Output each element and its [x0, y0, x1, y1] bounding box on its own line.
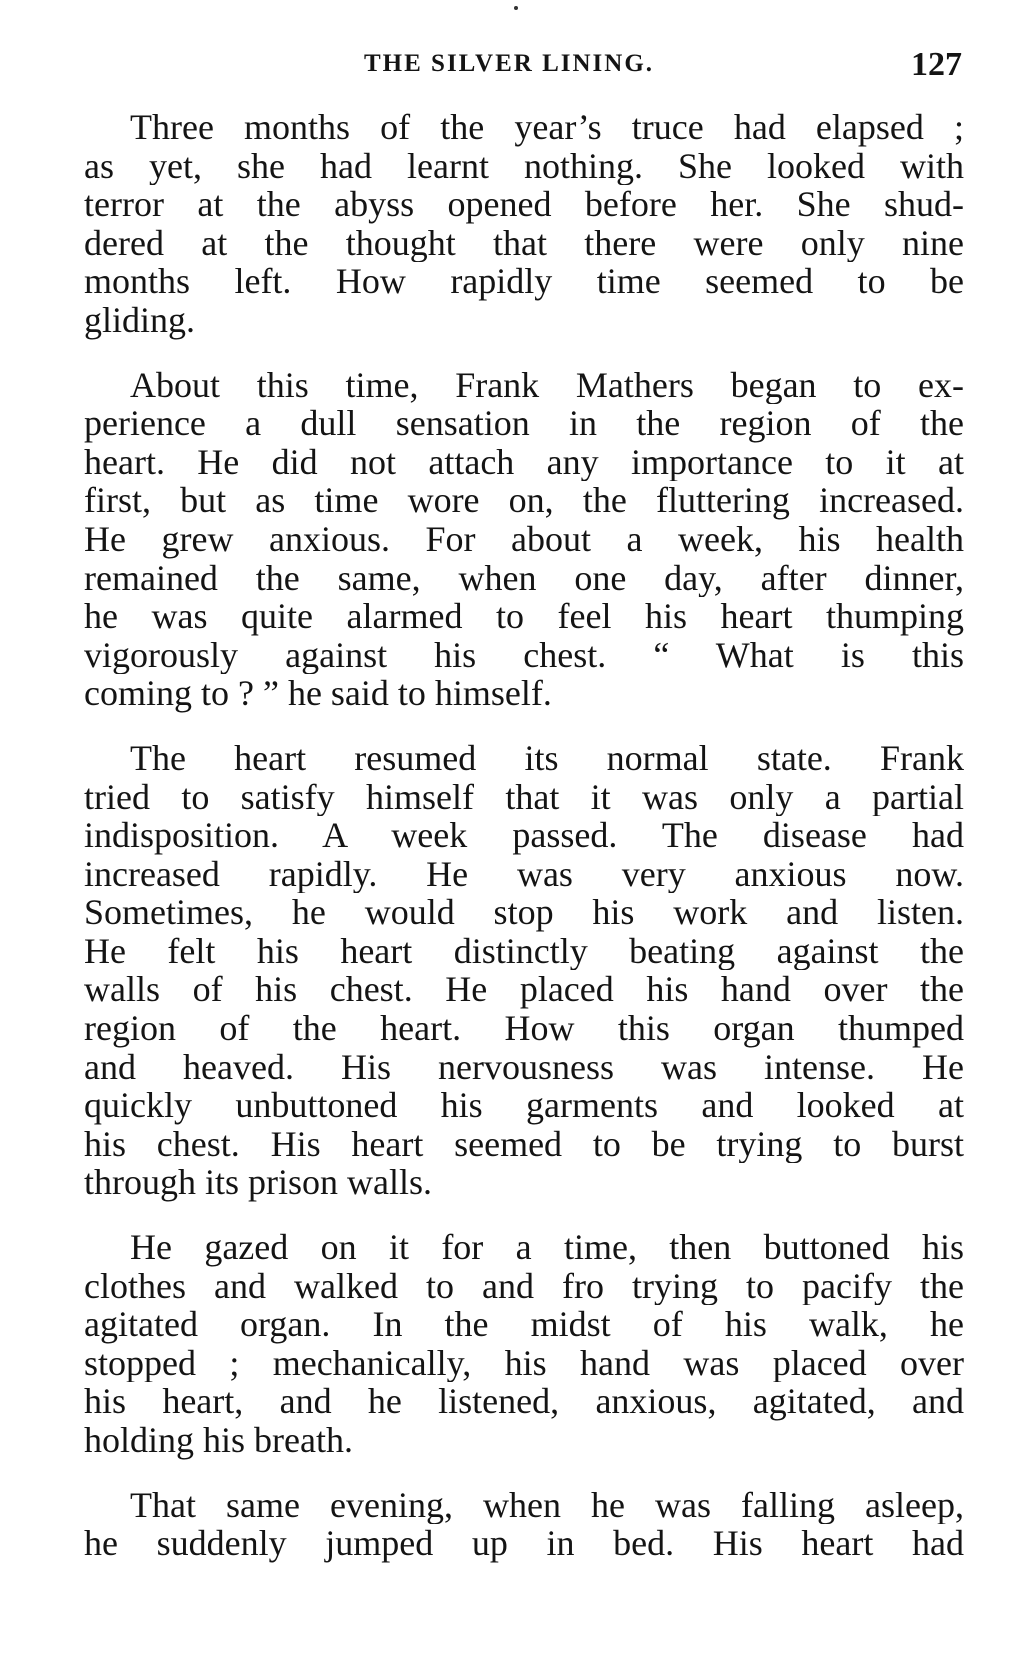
- text-line: his chest. His heart seemed to be trying to burst: [84, 1124, 964, 1164]
- text-line: He grew anxious. For about a week, his health: [84, 519, 964, 559]
- body-text: [84, 108, 964, 1563]
- text-line: months left. How rapidly time seemed to be: [84, 262, 964, 301]
- page-number: 127: [911, 46, 962, 83]
- text-line: About this time, Frank Mathers began to ex-: [130, 365, 964, 405]
- text-line: and heaved. His nervousness was intense. He: [84, 1047, 964, 1087]
- paragraph: [84, 1486, 964, 1563]
- text-line: through its prison walls.: [84, 1163, 432, 1203]
- text-line: Sometimes, he would stop his work and listen.: [84, 893, 964, 932]
- text-line: increased rapidly. He was very anxious now.: [84, 854, 964, 894]
- paragraph: [84, 366, 964, 713]
- text-line: heart. He did not attach any importance to it at: [84, 442, 964, 482]
- paragraph: [84, 108, 964, 340]
- text-line: clothes and walked to and fro trying to pacify the: [84, 1266, 964, 1306]
- text-line: terror at the abyss opened before her. She shud-: [84, 185, 964, 224]
- text-line: walls of his chest. He placed his hand over the: [84, 970, 964, 1010]
- text-line: quickly unbuttoned his garments and looked at: [84, 1086, 964, 1125]
- text-line: gliding.: [84, 300, 196, 340]
- text-line: remained the same, when one day, after dinner,: [84, 558, 964, 598]
- text-line: Three months of the year’s truce had elapsed ;: [130, 108, 964, 147]
- text-line: agitated organ. In the midst of his walk, he: [84, 1305, 964, 1344]
- text-line: perience a dull sensation in the region of the: [84, 404, 964, 443]
- text-line: region of the heart. How this organ thumped: [84, 1009, 964, 1048]
- text-line: he suddenly jumped up in bed. His heart had: [84, 1524, 964, 1563]
- text-line: That same evening, when he was falling asleep,: [130, 1485, 964, 1525]
- text-line: indisposition. A week passed. The disease had: [84, 816, 964, 855]
- text-line: stopped ; mechanically, his hand was placed over: [84, 1343, 964, 1383]
- text-line: vigorously against his chest. “ What is this: [84, 635, 964, 675]
- text-line: holding his breath.: [84, 1421, 353, 1460]
- paragraph: [84, 1228, 964, 1460]
- paragraph: [84, 739, 964, 1202]
- text-line: tried to satisfy himself that it was only a partial: [84, 777, 964, 817]
- text-line: his heart, and he listened, anxious, agitated, and: [84, 1382, 964, 1421]
- text-line: he was quite alarmed to feel his heart thumping: [84, 597, 964, 636]
- text-line: coming to ? ” he said to himself.: [84, 674, 552, 713]
- text-line: as yet, she had learnt nothing. She looked with: [84, 146, 964, 186]
- text-line: dered at the thought that there were only nine: [84, 223, 964, 263]
- running-head: [84, 48, 964, 88]
- running-title: THE SILVER LINING.: [364, 50, 655, 77]
- text-line: He felt his heart distinctly beating against the: [84, 931, 964, 971]
- ink-speck: [514, 6, 518, 10]
- text-line: first, but as time wore on, the fluttering increased.: [84, 481, 964, 520]
- text-line: The heart resumed its normal state. Frank: [130, 738, 964, 778]
- text-line: He gazed on it for a time, then buttoned his: [130, 1228, 964, 1267]
